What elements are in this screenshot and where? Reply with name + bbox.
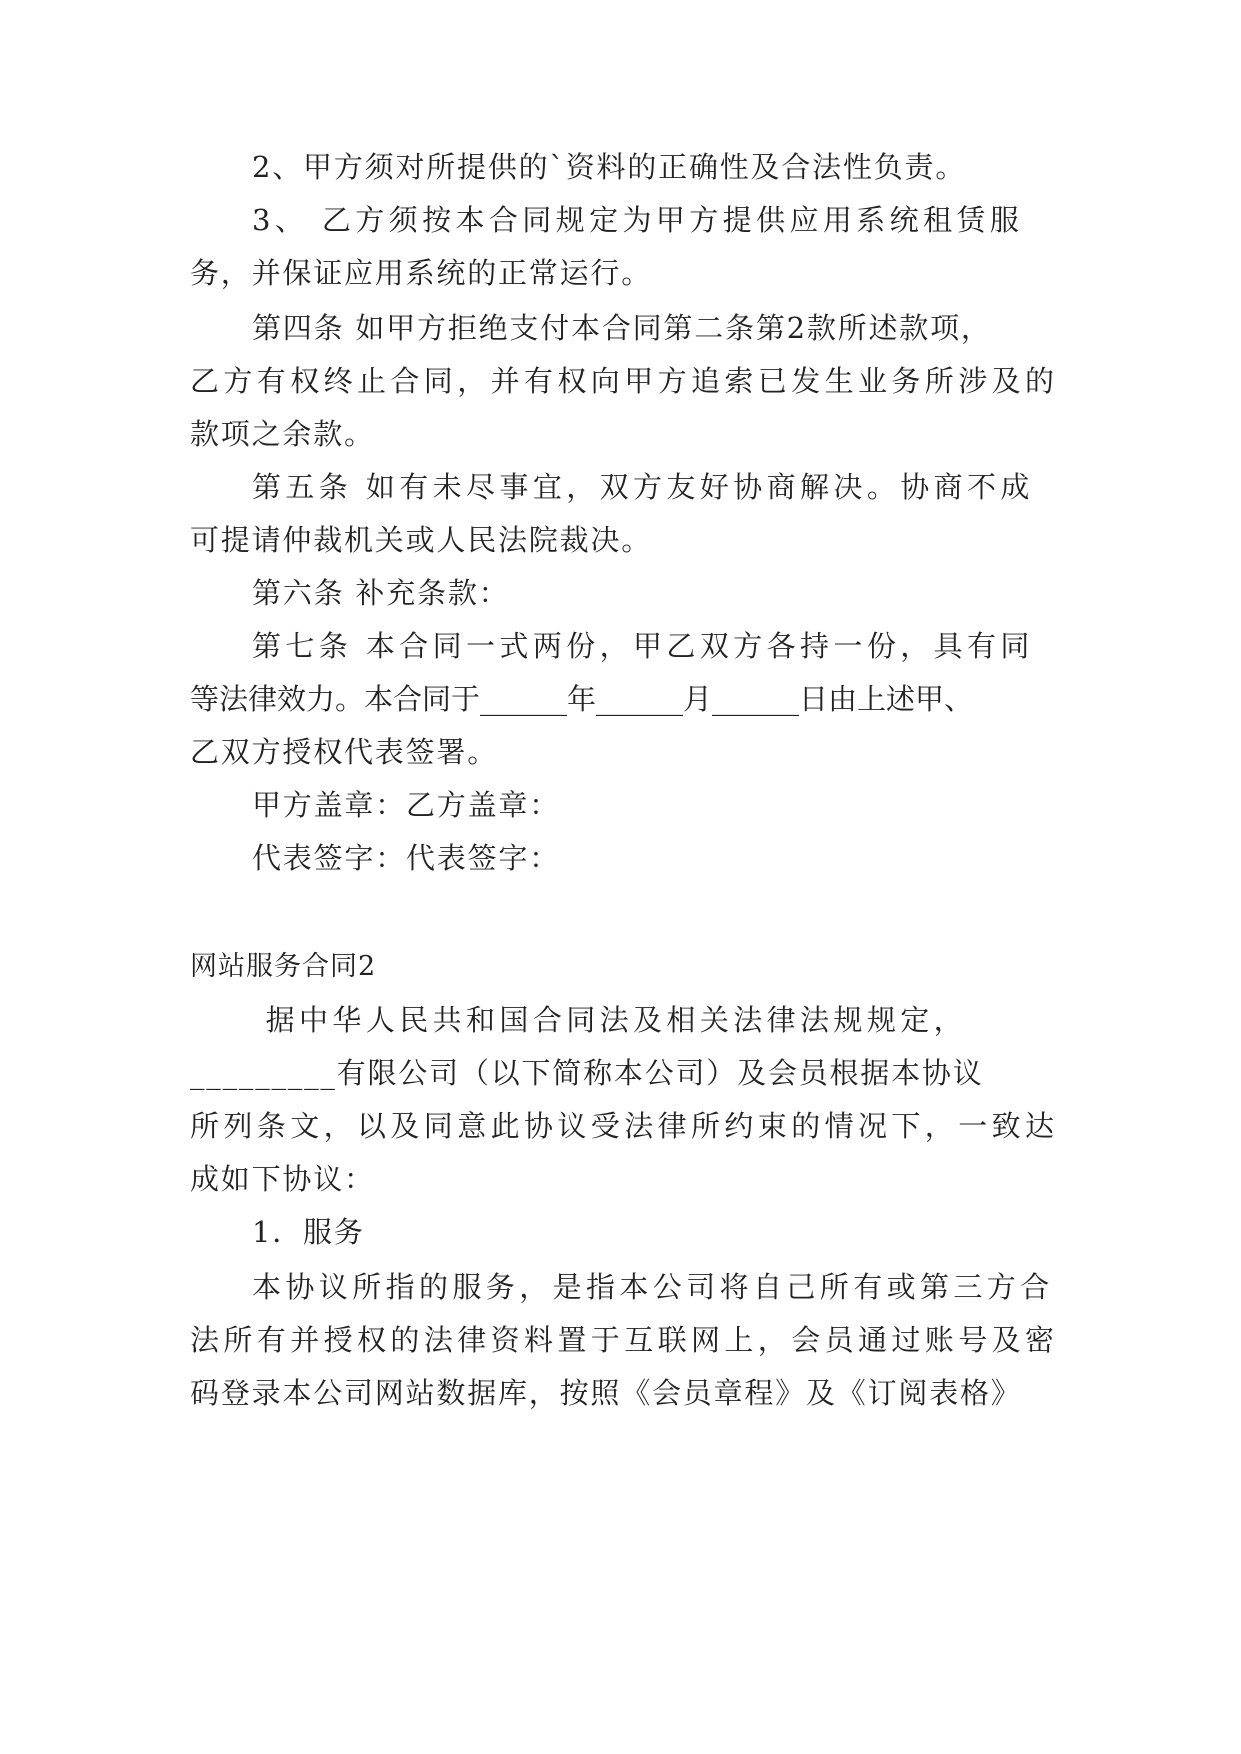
section-title: 网站服务合同2 (190, 951, 377, 982)
article-7-cont-1: 等法律效力。本合同于______年______月______日由上述甲、 (190, 682, 974, 716)
service-text: 本协议所指的服务，是指本公司将自己所有或第三方合 (252, 1270, 1054, 1304)
seal-line: 甲方盖章：乙方盖章： (252, 788, 561, 822)
preamble-cont-3: 成如下协议： (190, 1162, 375, 1196)
article-7-cont-2: 乙双方授权代表签署。 (190, 735, 499, 769)
article-6: 第六条 补充条款： (252, 576, 510, 610)
preamble-cont-1: _________有限公司（以下简称本公司）及会员根据本协议 (190, 1056, 984, 1090)
article-5: 第五条 如有未尽事宜，双方友好协商解决。协商不成 (252, 470, 1034, 504)
article-5-cont: 可提请仲裁机关或人民法院裁决。 (190, 523, 653, 557)
service-text-cont-1: 法所有并授权的法律资料置于互联网上，会员通过账号及密 (190, 1323, 1059, 1357)
signature-line: 代表签字：代表签字： (252, 841, 561, 875)
preamble-cont-2: 所列条文，以及同意此协议受法律所约束的情况下，一致达 (190, 1109, 1059, 1143)
preamble: 据中华人民共和国合同法及相关法律法规规定， (252, 1003, 968, 1037)
heading-service: 1．服务 (252, 1215, 365, 1249)
clause-3-3-cont: 务，并保证应用系统的正常运行。 (190, 256, 653, 290)
service-text-cont-2: 码登录本公司网站数据库，按照《会员章程》及《订阅表格》 (190, 1376, 1022, 1410)
article-7: 第七条 本合同一式两份，甲乙双方各持一份，具有同 (252, 629, 1034, 663)
clause-3-3: 3、 乙方须按本合同规定为甲方提供应用系统租赁服 (252, 203, 1024, 237)
clause-3-2: 2、甲方须对所提供的`资料的正确性及合法性负责。 (252, 150, 967, 184)
article-4-cont-2: 款项之余款。 (190, 417, 375, 451)
article-4: 第四条 如甲方拒绝支付本合同第二条第2款所述款项， (252, 311, 992, 345)
article-4-cont-1: 乙方有权终止合同，并有权向甲方追索已发生业务所涉及的 (190, 364, 1059, 398)
